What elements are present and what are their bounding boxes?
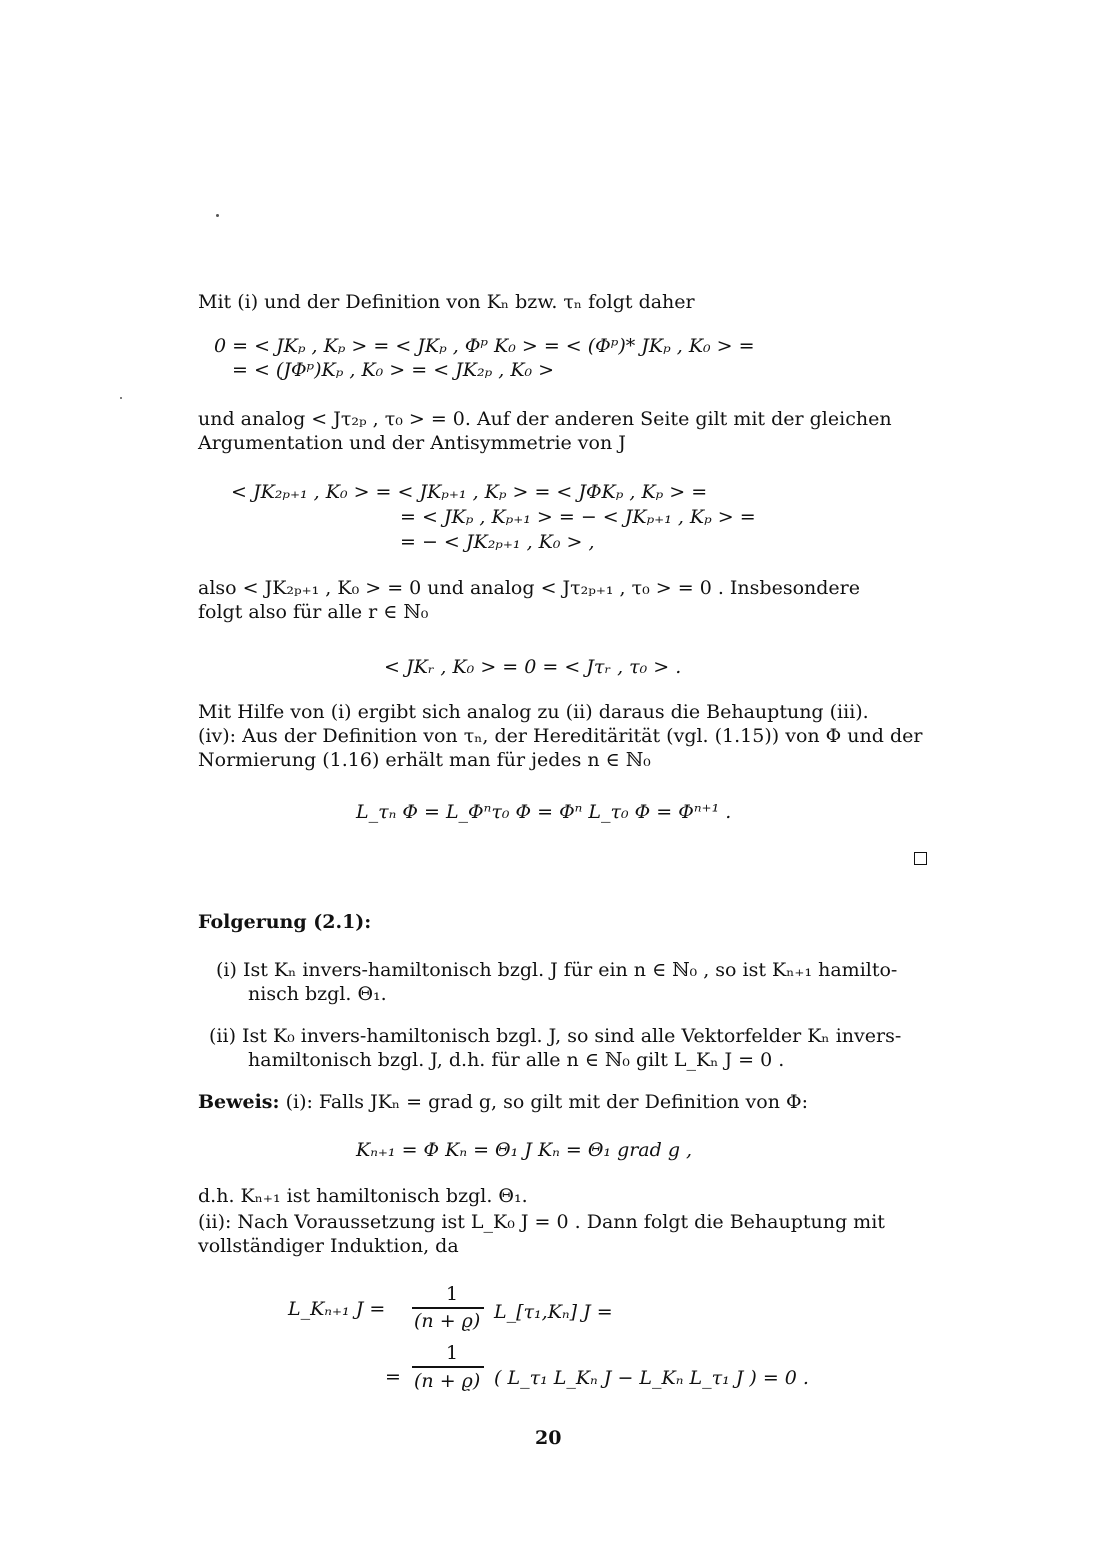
equation-3: < JKᵣ , K₀ > = 0 = < Jτᵣ , τ₀ > . [384,656,682,678]
equation-2-line-1: < JK₂ₚ₊₁ , K₀ > = < JKₚ₊₁ , Kₚ > = < JΦKₚ , Kₚ > = [231,481,708,503]
folgerung-item-1-line-2: nisch bzgl. Θ₁. [248,983,387,1005]
folgerung-item-2-line-1: (ii) Ist K₀ invers-hamiltonisch bzgl. J, so sind alle Vektorfelder Kₙ invers- [209,1025,902,1047]
folgerung-item-2-line-2: hamiltonisch bzgl. J, d.h. für alle n ∈ ℕ₀ gilt L_Kₙ J = 0 . [248,1049,785,1071]
beweis-line-3: (ii): Nach Voraussetzung ist L_K₀ J = 0 . Dann folgt die Behauptung mit [198,1211,885,1233]
fraction-1-numerator: 1 [446,1283,459,1305]
speck-mark [216,214,219,217]
paragraph-3-line-1: Mit Hilfe von (i) ergibt sich analog zu (ii) daraus die Behauptung (iii). [198,701,869,723]
equation-1-line-2: = < (JΦᵖ)Kₚ , K₀ > = < JK₂ₚ , K₀ > [232,359,555,381]
beweis-line-1 [198,1090,808,1114]
paragraph-3-line-3: Normierung (1.16) erhält man für jedes n ∈ ℕ₀ [198,749,651,771]
fraction-1-denominator: (n + ϱ) [414,1310,481,1332]
paragraph-3-line-2: (iv): Aus der Definition von τₙ, der Hereditärität (vgl. (1.15)) von Φ und der [198,725,923,747]
fraction-2-denominator: (n + ϱ) [414,1370,481,1392]
speck-mark [120,397,122,399]
equation-4: L_τₙ Φ = L_Φⁿτ₀ Φ = Φⁿ L_τ₀ Φ = Φⁿ⁺¹ . [356,801,732,823]
intro-sentence: Mit (i) und der Definition von Kₙ bzw. τₙ folgt daher [198,291,695,313]
equation-5: Kₙ₊₁ = Φ Kₙ = Θ₁ J Kₙ = Θ₁ grad g , [356,1139,693,1161]
fraction-1-bar [412,1307,484,1309]
equation-1-line-1: 0 = < JKₚ , Kₚ > = < JKₚ , Φᵖ K₀ > = < (Φᵖ)* JKₚ , K₀ > = [214,335,755,357]
equation-2-line-2: = < JKₚ , Kₚ₊₁ > = − < JKₚ₊₁ , Kₚ > = [400,506,756,528]
page-number: 20 [535,1427,562,1449]
beweis-line-2: d.h. Kₙ₊₁ ist hamiltonisch bzgl. Θ₁. [198,1185,528,1207]
equation-6-rhs-2: ( L_τ₁ L_Kₙ J − L_Kₙ L_τ₁ J ) = 0 . [494,1367,809,1389]
equation-6-rhs-1: L_[τ₁,Kₙ] J = [494,1301,613,1323]
paragraph-2-line-1: also < JK₂ₚ₊₁ , K₀ > = 0 und analog < Jτ₂ₚ₊₁ , τ₀ > = 0 . Insbesondere [198,577,860,599]
qed-square [914,852,927,865]
paragraph-1-line-2: Argumentation und der Antisymmetrie von J [198,432,626,454]
beweis-label: Beweis: [198,1091,280,1113]
folgerung-title: Folgerung (2.1): [198,911,372,933]
beweis-line-4: vollständiger Induktion, da [198,1235,459,1257]
paragraph-2-line-2: folgt also für alle r ∈ ℕ₀ [198,601,429,623]
fraction-2-bar [412,1366,484,1368]
fraction-2-numerator: 1 [446,1342,459,1364]
equation-2-line-3: = − < JK₂ₚ₊₁ , K₀ > , [400,531,595,553]
equation-6-lhs: L_Kₙ₊₁ J = [288,1298,386,1320]
folgerung-item-1-line-1: (i) Ist Kₙ invers-hamiltonisch bzgl. J für ein n ∈ ℕ₀ , so ist Kₙ₊₁ hamilto- [216,959,898,981]
beweis-line-1-text: (i): Falls JKₙ = grad g, so gilt mit der Definition von Φ: [285,1091,808,1113]
paragraph-1-line-1: und analog < Jτ₂ₚ , τ₀ > = 0. Auf der anderen Seite gilt mit der gleichen [198,408,892,430]
equation-6-equals-2: = [385,1366,401,1388]
